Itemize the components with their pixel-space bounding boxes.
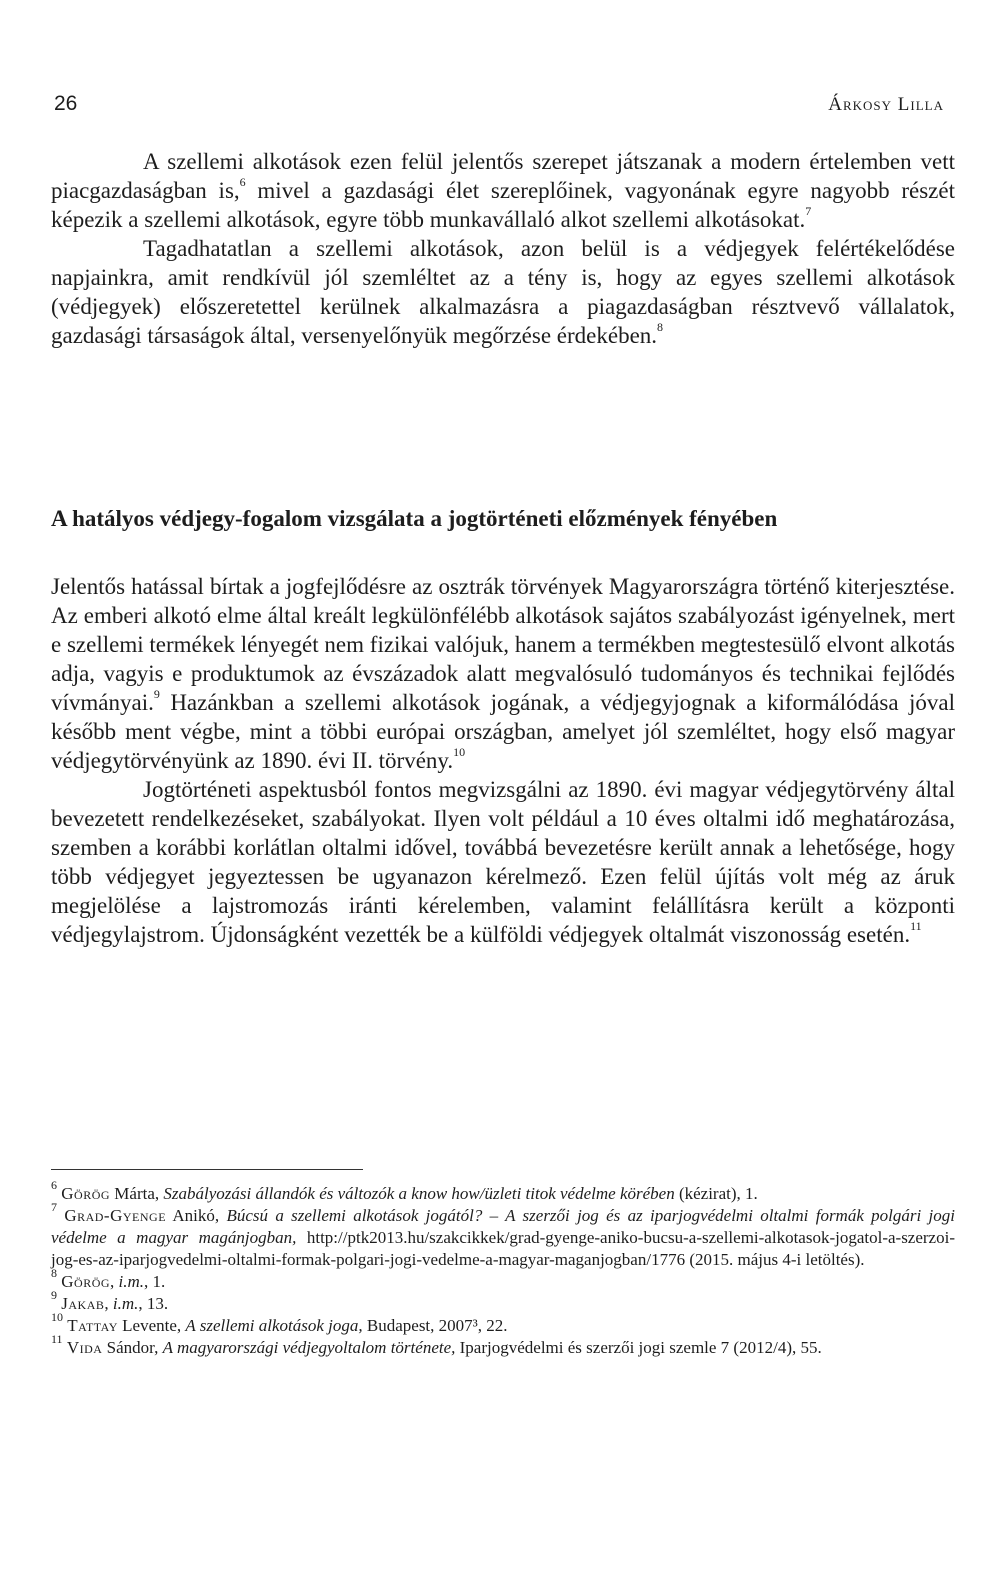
paragraph: A szellemi alkotások ezen felül jelentős szerepet játszanak a modern értelemben vett piacgazdaságban is,$^6$ mivel a gazdasági élet szereplőinek, vagyonának egyre nagyobb részét képezik a szellemi alkotások, egyre több munkavállaló alkot szellemi alkotásokat.$^7$ [51, 149, 955, 232]
page-number: 26 [54, 92, 78, 115]
footnote-ref[interactable]: 6 [239, 175, 246, 190]
footnote-ref[interactable]: 10 [453, 745, 466, 760]
paragraph: Jelentős hatással bírtak a jogfejlődésre az osztrák törvények Magyarországra történő kiterjesztése. Az emberi alkotó elme által kreált legkülönfélébb alkotások sajátos szabályozást igényelnek, mert e szellemi termékek lényegét nem fizikai valójuk, hanem a termékben megtestesülő elvont alkotás adja, vagyis e produktumok az évszázadok alatt megvalósuló tudományos és technikai fejlődés vívmányai.$^9$ Hazánkban a szellemi alkotások jogának, a védjegyjognak a kiformálódása jóval később ment végbe, mint a többi európai országban, amelyet jól szemléltet, hogy első magyar védjegytörvényünk az 1890. évi II. törvény.$^{10}$ [51, 574, 955, 773]
footnote-ref[interactable]: 7 [805, 204, 812, 219]
section-heading: A hatályos védjegy-fogalom vizsgálata a jogtörténeti előzmények fényében [51, 506, 778, 531]
footnote-ref[interactable]: 11 [910, 919, 922, 934]
running-head-author: Árkosy Lilla [828, 94, 944, 115]
footnote: $^9$ Jakab, i.m., 13. [51, 1288, 169, 1313]
paragraph: Jogtörténeti aspektusból fontos megvizsgálni az 1890. évi magyar védjegytörvény által bevezetett rendelkezéseket, szabályokat. Ilyen volt például a 10 éves oltalmi idő meghatározása, szemben a korábbi korlátlan oltalmi idővel, továbbá bevezetésre került annak a lehetősége, hogy több védjegyet jegyeztessen be ugyanazon kérelmező. Ezen felül újítás volt még az áruk megjelölése a lajstromozás iránti kérelemben, valamint felállításra került a központi védjegylajstrom. Újdonságként vezették be a külföldi védjegyek oltalmát viszonosság esetén.$^{11}$ [51, 777, 955, 947]
body-section-2 [51, 572, 955, 949]
footnote-divider [51, 1169, 363, 1170]
footnote: $^6$ Görög Márta, Szabályozási állandók és változók a know how/üzleti titok védelme körében (kézirat), 1. [51, 1178, 758, 1203]
footnote-link[interactable]: http://ptk2013.hu/szakcikkek/grad-gyenge-aniko-bucsu-a-szellemi-alkotasok-jogatol-a-szerzoi-jog-es-az-iparjogvedelmi-oltalmi-formak-polgari-jogi-vedelme-a-magyar-maganjogban/1776 (2015. május 4-i letöltés). [51, 1228, 955, 1269]
footnote: $^7$ Grad-Gyenge Anikó, Búcsú a szellemi alkotások jogától? – A szerzői jog és az iparjogvédelmi oltalmi formák polgári jogi védelme a magyar magánjogban, http://ptk2013.hu/szakcikkek/grad-gyenge-aniko-bucsu-a-szellemi-alkotasok-jogatol-a-szerzoi-jog-es-az-iparjogvedelmi-oltalmi-formak-polgari-jogi-vedelme-a-magyar-maganjogban/1776 (2015. május 4-i letöltés). [51, 1200, 956, 1269]
footnote-ref[interactable]: 9 [153, 687, 160, 702]
body-section-1 [51, 147, 955, 350]
footnotes [51, 1178, 956, 1359]
footnote: $^{11}$ Vida Sándor, A magyarországi védjegyoltalom története, Iparjogvédelmi és szerzői jogi szemle 7 (2012/4), 55. [51, 1332, 822, 1357]
paragraph: Tagadhatatlan a szellemi alkotások, azon belül is a védjegyek felértékelődése napjainkra, amit rendkívül jól szemléltet az a tény is, hogy az egyes szellemi alkotások (védjegyek) előszeretettel kerülnek alkalmazásra a piagazdaságban résztvevő vállalatok, gazdasági társaságok által, versenyelőnyük megőrzése érdekében.$^8$ [51, 236, 955, 348]
footnote-ref[interactable]: 8 [657, 320, 664, 335]
footnote: $^{10}$ Tattay Levente, A szellemi alkotások joga, Budapest, 2007³, 22. [51, 1310, 508, 1335]
footnote: $^8$ Görög, i.m., 1. [51, 1266, 166, 1291]
running-head [54, 92, 944, 126]
